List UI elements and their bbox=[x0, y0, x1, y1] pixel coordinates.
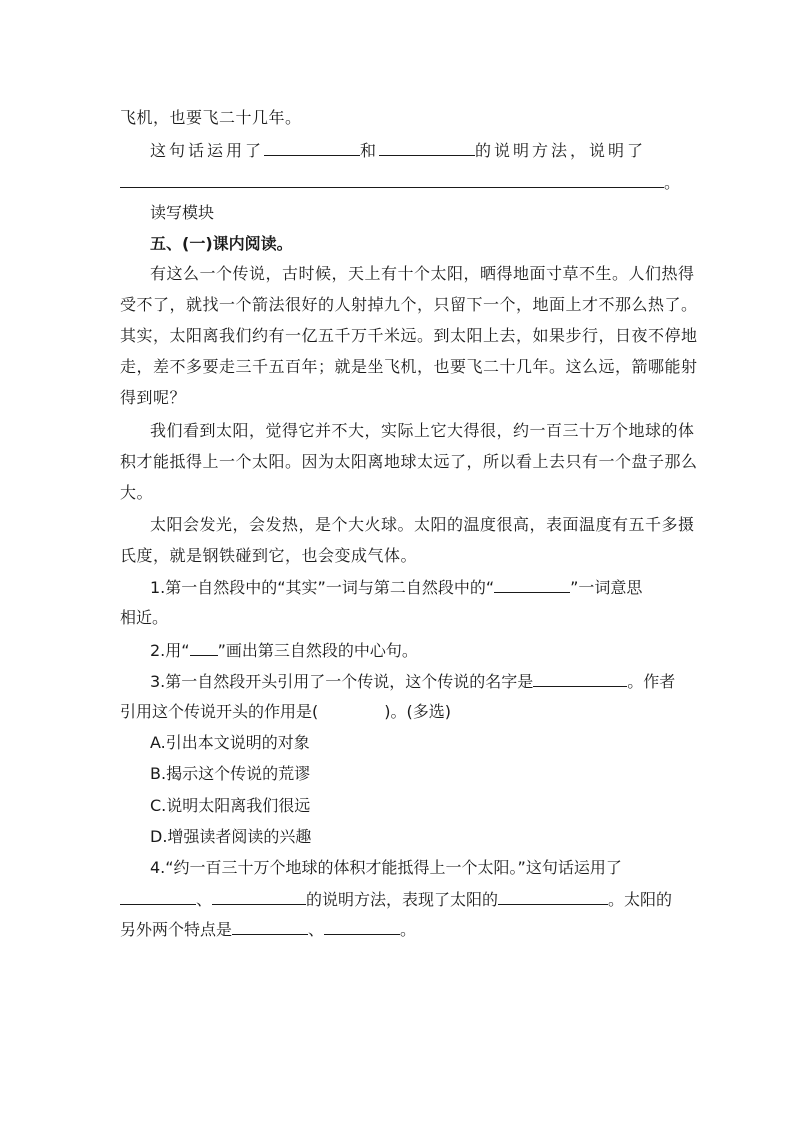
passage-line: 太阳会发光，会发热，是个大火球。太阳的温度很高，表面温度有五千多摄 bbox=[150, 515, 695, 534]
passage-line: 氏度，就是钢铁碰到它，也会变成气体。 bbox=[120, 546, 418, 565]
text: 3.第一自然段开头引用了一个传说，这个传说的名字是 bbox=[150, 672, 534, 691]
text: 另外两个特点是 bbox=[120, 920, 233, 939]
module-title: 读写模块 bbox=[150, 203, 215, 222]
passage-line: 其实，太阳离我们约有一亿五千万千米远。到太阳上去，如果步行，日夜不停地 bbox=[120, 326, 698, 345]
text-line: 飞机，也要飞二十几年。 bbox=[120, 108, 302, 127]
answer-blank[interactable] bbox=[494, 577, 570, 593]
option-a: A.引出本文说明的对象 bbox=[150, 733, 310, 752]
question-1 bbox=[150, 577, 642, 598]
question-3 bbox=[150, 671, 675, 692]
text: ”一词意思 bbox=[570, 578, 643, 597]
answer-blank[interactable] bbox=[324, 919, 400, 935]
text: 和 bbox=[360, 141, 380, 160]
answer-blank[interactable] bbox=[232, 919, 308, 935]
text: 这句话运用了 bbox=[150, 141, 265, 160]
answer-blank[interactable] bbox=[120, 889, 196, 905]
passage-line: 有这么一个传说，古时候，天上有十个太阳，晒得地面寸草不生。人们热得 bbox=[150, 264, 695, 283]
text: )。(多选) bbox=[384, 702, 451, 721]
answer-blank[interactable] bbox=[533, 671, 627, 687]
answer-blank[interactable] bbox=[212, 889, 306, 905]
text: 、 bbox=[196, 890, 213, 909]
passage-line: 积才能抵得上一个太阳。因为太阳离地球太远了，所以看上去只有一个盘子那么 bbox=[120, 452, 698, 471]
answer-blank[interactable] bbox=[264, 140, 360, 156]
section-title: 五、(一)课内阅读。 bbox=[150, 234, 293, 253]
text: 。作者 bbox=[627, 672, 676, 691]
passage-line: 得到呢？ bbox=[120, 388, 187, 407]
answer-line-row bbox=[120, 172, 680, 193]
text: 的说明方法，说明了 bbox=[475, 141, 647, 160]
text: 1.第一自然段中的“其实”一词与第二自然段中的“ bbox=[150, 578, 495, 597]
text: 2.用“ bbox=[150, 641, 190, 660]
text: 、 bbox=[308, 920, 325, 939]
text: 。 bbox=[400, 920, 417, 939]
text: 。太阳的 bbox=[608, 890, 673, 909]
question-line bbox=[150, 140, 646, 161]
answer-blank[interactable] bbox=[190, 640, 218, 656]
question-4-end bbox=[120, 919, 416, 940]
passage-line: 受不了，就找一个箭法很好的人射掉九个，只留下一个，地面上才不那么热了。 bbox=[120, 295, 698, 314]
answer-blank[interactable] bbox=[120, 172, 664, 188]
passage-line: 我们看到太阳，觉得它并不大，实际上它大得很，约一百三十万个地球的体 bbox=[150, 421, 695, 440]
passage-line: 走，差不多要走三千五百年；就是坐飞机，也要飞二十几年。这么远，箭哪能射 bbox=[120, 357, 698, 376]
text: 。 bbox=[664, 173, 681, 192]
question-3-cont bbox=[120, 702, 451, 722]
text: 引用这个传说开头的作用是( bbox=[120, 702, 319, 721]
text: 的说明方法，表现了太阳的 bbox=[306, 890, 499, 909]
text: ”画出第三自然段的中心句。 bbox=[217, 641, 418, 660]
option-b: B.揭示这个传说的荒谬 bbox=[150, 764, 311, 783]
option-c: C.说明太阳离我们很远 bbox=[150, 796, 311, 815]
question-4: 4.“约一百三十万个地球的体积才能抵得上一个太阳。”这句话运用了 bbox=[150, 858, 622, 877]
question-4-cont bbox=[120, 889, 672, 910]
passage-line: 大。 bbox=[120, 483, 154, 502]
question-2 bbox=[150, 640, 418, 661]
option-d: D.增强读者阅读的兴趣 bbox=[150, 827, 312, 846]
answer-blank[interactable] bbox=[379, 140, 475, 156]
answer-blank[interactable] bbox=[498, 889, 608, 905]
question-1-cont: 相近。 bbox=[120, 608, 169, 627]
